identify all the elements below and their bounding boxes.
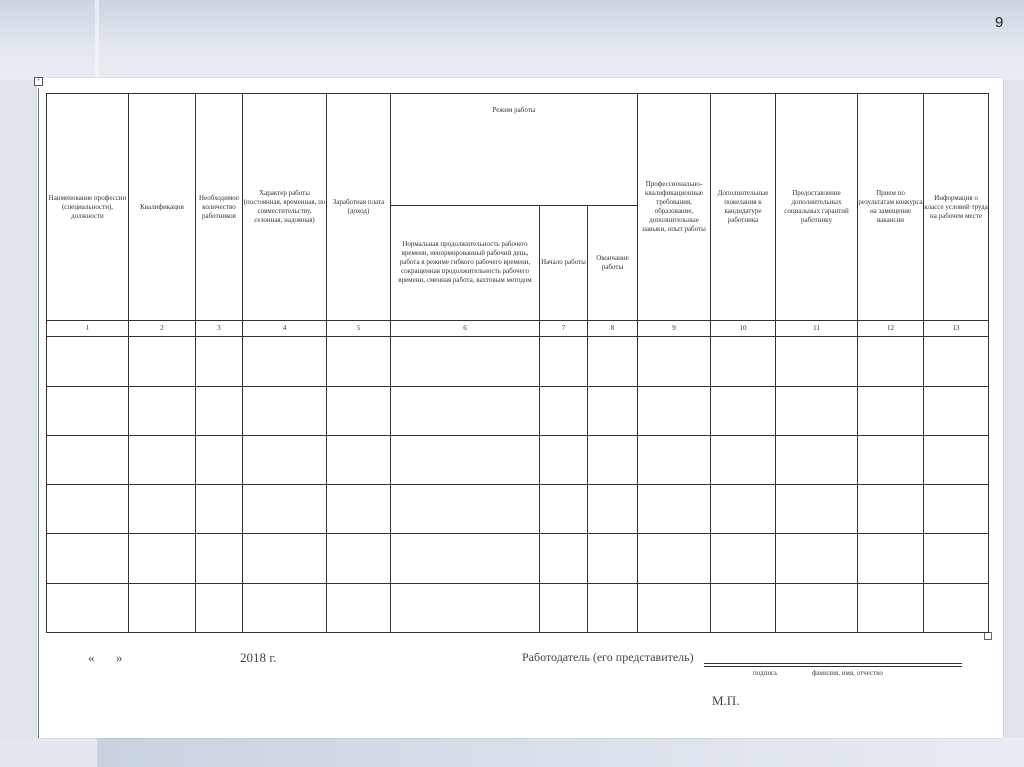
header-working-time: Нормальная продолжительность рабочего времени, ненормированный рабочий день, работа в режиме гибкого рабочего времени, сокращенная продолжительность рабочего времени, сменная работа, вахтовым методом (391, 205, 540, 321)
column-number: 10 (711, 321, 776, 337)
table-cell[interactable] (47, 485, 129, 534)
table-cell[interactable] (243, 534, 327, 583)
table-cell[interactable] (196, 386, 243, 435)
table-row (47, 583, 989, 632)
table-cell[interactable] (638, 386, 711, 435)
signature-line-double (704, 666, 962, 667)
table-row (47, 337, 989, 386)
table-cell[interactable] (711, 386, 776, 435)
column-number: 11 (776, 321, 858, 337)
table-cell[interactable] (711, 583, 776, 632)
header-start-time: Начало работы (540, 205, 588, 321)
table-cell[interactable] (588, 386, 638, 435)
table-cell[interactable] (243, 386, 327, 435)
column-number: 13 (924, 321, 989, 337)
table-cell[interactable] (924, 435, 989, 484)
column-number: 2 (129, 321, 196, 337)
table-cell[interactable] (638, 583, 711, 632)
table-cell[interactable] (47, 534, 129, 583)
table-cell[interactable] (243, 435, 327, 484)
table-cell[interactable] (47, 583, 129, 632)
table-cell[interactable] (243, 337, 327, 386)
date-year: 2018 г. (240, 650, 277, 665)
table-cell[interactable] (47, 337, 129, 386)
table-row (47, 386, 989, 435)
table-cell[interactable] (327, 337, 391, 386)
table-cell[interactable] (858, 337, 924, 386)
table-cell[interactable] (196, 435, 243, 484)
header-working-conditions: Информация о классе условий труда на рабочем месте (924, 94, 989, 321)
table-cell[interactable] (588, 435, 638, 484)
caption-signature: подпись (753, 669, 778, 677)
header-work-type: Характер работы (постоянная, временная, по совместительству, сезонная, надомная) (243, 94, 327, 321)
table-cell[interactable] (243, 583, 327, 632)
header-work-mode: Режим работы (391, 94, 638, 206)
header-social-guarantees: Предоставление дополнительных социальных гарантий работнику (776, 94, 858, 321)
table-cell[interactable] (776, 583, 858, 632)
header-qualification: Квалификация (129, 94, 196, 321)
table-cell[interactable] (129, 386, 196, 435)
table-cell[interactable] (327, 534, 391, 583)
background-highlight (95, 0, 99, 80)
table-cell[interactable] (540, 337, 588, 386)
table-cell[interactable] (327, 485, 391, 534)
table-cell[interactable] (924, 485, 989, 534)
table-cell[interactable] (327, 435, 391, 484)
table-cell[interactable] (776, 435, 858, 484)
table-cell[interactable] (391, 583, 540, 632)
table-cell[interactable] (327, 583, 391, 632)
column-number: 7 (540, 321, 588, 337)
signature-line (704, 663, 962, 664)
table-cell[interactable] (540, 386, 588, 435)
table-cell[interactable] (924, 583, 989, 632)
table-cell[interactable] (711, 534, 776, 583)
table-cell[interactable] (243, 485, 327, 534)
slide-bottom-band (97, 737, 1024, 767)
table-cell[interactable] (540, 534, 588, 583)
header-salary: Заработная плата (доход) (327, 94, 391, 321)
table-cell[interactable] (47, 435, 129, 484)
table-cell[interactable] (47, 386, 129, 435)
table-cell[interactable] (924, 534, 989, 583)
date-quote-open: « (88, 650, 95, 665)
table-cell[interactable] (540, 583, 588, 632)
column-number: 4 (243, 321, 327, 337)
table-cell[interactable] (588, 485, 638, 534)
column-number: 12 (858, 321, 924, 337)
header-requirements: Профессионально-квалификационные требования, образование, дополнительные навыки, опыт работы (638, 94, 711, 321)
table-cell[interactable] (588, 534, 638, 583)
table-cell[interactable] (129, 534, 196, 583)
table-cell[interactable] (638, 485, 711, 534)
header-candidate-wishes: Дополнительные пожелания к кандидатуре работника (711, 94, 776, 321)
table-cell[interactable] (391, 435, 540, 484)
caption-full-name: фамилия, имя, отчество (812, 669, 883, 677)
column-number: 3 (196, 321, 243, 337)
table-cell[interactable] (638, 435, 711, 484)
column-number: 5 (327, 321, 391, 337)
table-row (47, 485, 989, 534)
table-cell[interactable] (638, 534, 711, 583)
column-number: 9 (638, 321, 711, 337)
table-cell[interactable] (391, 386, 540, 435)
stamp-place: М.П. (712, 693, 740, 708)
table-cell[interactable] (196, 337, 243, 386)
table-cell[interactable] (196, 583, 243, 632)
table-cell[interactable] (540, 485, 588, 534)
table-cell[interactable] (588, 337, 638, 386)
column-number: 1 (47, 321, 129, 337)
table-cell[interactable] (858, 435, 924, 484)
table-cell[interactable] (711, 435, 776, 484)
header-end-time: Окончание работы (588, 205, 638, 321)
table-cell[interactable] (196, 485, 243, 534)
employer-label: Работодатель (его представитель) (522, 650, 694, 664)
table-cell[interactable] (391, 534, 540, 583)
table-cell[interactable] (858, 583, 924, 632)
table-cell[interactable] (540, 435, 588, 484)
slide-number: 9 (995, 14, 1004, 31)
table-cell[interactable] (858, 386, 924, 435)
column-number: 6 (391, 321, 540, 337)
table-row (47, 534, 989, 583)
table-row (47, 435, 989, 484)
table-cell[interactable] (129, 337, 196, 386)
table-resize-handle-icon[interactable] (984, 632, 992, 640)
header-profession: Наименование профессии (специальности), должности (47, 94, 129, 321)
table-cell[interactable] (638, 337, 711, 386)
table-cell[interactable] (129, 435, 196, 484)
header-competition: Прием по результатам конкурса на замещение вакансии (858, 94, 924, 321)
table-cell[interactable] (776, 485, 858, 534)
table-cell[interactable] (588, 583, 638, 632)
table-cell[interactable] (776, 534, 858, 583)
table-cell[interactable] (391, 485, 540, 534)
table-cell[interactable] (924, 337, 989, 386)
table-cell[interactable] (858, 534, 924, 583)
date-quote-close: » (116, 650, 123, 665)
table-cell[interactable] (129, 485, 196, 534)
column-number: 8 (588, 321, 638, 337)
table-cell[interactable] (776, 337, 858, 386)
vacancy-form-table (46, 93, 989, 633)
table-cell[interactable] (391, 337, 540, 386)
empty-rows-body (47, 337, 989, 633)
table-cell[interactable] (196, 534, 243, 583)
table-cell[interactable] (129, 583, 196, 632)
table-cell[interactable] (711, 337, 776, 386)
table-cell[interactable] (858, 485, 924, 534)
table-cell[interactable] (327, 386, 391, 435)
header-worker-count: Необходимое количество работников (196, 94, 243, 321)
table-move-handle-icon[interactable]: + (34, 77, 43, 86)
table-cell[interactable] (924, 386, 989, 435)
slide-background-top (0, 0, 1024, 80)
table-cell[interactable] (776, 386, 858, 435)
table-cell[interactable] (711, 485, 776, 534)
page-margin-line (38, 88, 39, 738)
